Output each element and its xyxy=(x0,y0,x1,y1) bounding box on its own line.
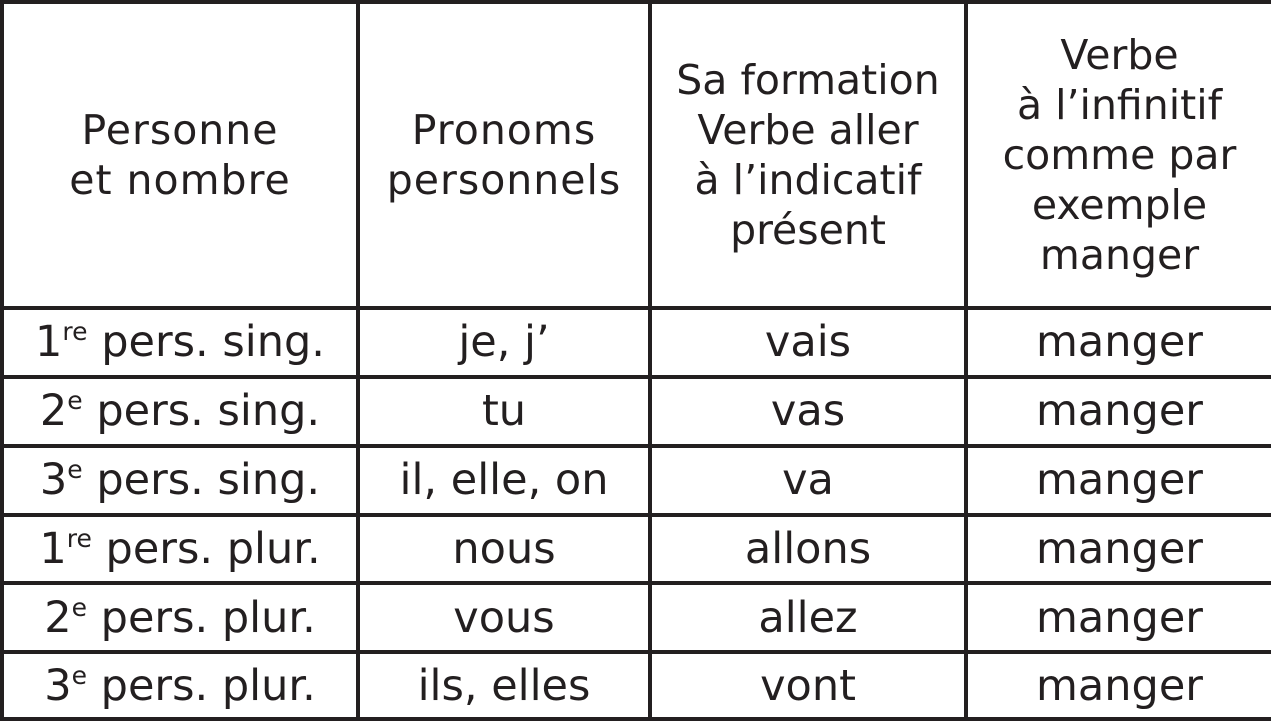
table-row xyxy=(2,446,1271,515)
infinitive-cell: manger xyxy=(966,446,1271,515)
person-label: pers. plur. xyxy=(87,592,316,643)
aller-cell: vont xyxy=(650,652,966,719)
header-personal-pronouns xyxy=(358,2,650,308)
header-line: à l’infinitif xyxy=(1016,81,1223,129)
header-infinitive xyxy=(966,2,1271,308)
infinitive-cell: manger xyxy=(966,515,1271,584)
infinitive-cell: manger xyxy=(966,652,1271,719)
header-line: Verbe aller xyxy=(697,106,919,154)
aller-cell: allez xyxy=(650,583,966,652)
table-row xyxy=(2,308,1271,377)
pronoun-cell: nous xyxy=(358,515,650,584)
infinitive-cell: manger xyxy=(966,377,1271,446)
pronoun-cell: il, elle, on xyxy=(358,446,650,515)
table-row xyxy=(2,377,1271,446)
header-line: Sa formation xyxy=(676,56,940,104)
infinitive-cell: manger xyxy=(966,308,1271,377)
header-line: Pronoms xyxy=(411,106,597,154)
person-ordinal-suffix: e xyxy=(67,455,83,485)
person-label: pers. plur. xyxy=(91,523,321,574)
header-line: et nombre xyxy=(69,156,291,204)
person-cell xyxy=(2,515,358,584)
person-ordinal-suffix: re xyxy=(66,523,92,553)
header-person-number xyxy=(2,2,358,308)
person-cell xyxy=(2,652,358,719)
header-line: personnels xyxy=(386,156,622,204)
pronoun-cell: ils, elles xyxy=(358,652,650,719)
header-line: exemple xyxy=(1031,181,1208,229)
person-number: 3 xyxy=(44,660,72,711)
header-line: Personne xyxy=(81,106,279,154)
header-row xyxy=(2,2,1271,308)
aller-cell: va xyxy=(650,446,966,515)
person-cell xyxy=(2,446,358,515)
person-number: 2 xyxy=(44,592,72,643)
person-number: 2 xyxy=(39,386,68,437)
person-cell xyxy=(2,583,358,652)
person-number: 1 xyxy=(35,317,63,368)
aller-cell: vas xyxy=(650,377,966,446)
person-label: pers. plur. xyxy=(87,660,316,711)
person-label: pers. sing. xyxy=(82,455,321,506)
person-number: 3 xyxy=(39,455,68,506)
person-label: pers. sing. xyxy=(87,317,325,368)
header-line: présent xyxy=(730,206,886,254)
infinitive-cell: manger xyxy=(966,583,1271,652)
aller-cell: vais xyxy=(650,308,966,377)
header-formation xyxy=(650,2,966,308)
table-row xyxy=(2,652,1271,719)
table-row xyxy=(2,583,1271,652)
pronoun-cell: tu xyxy=(358,377,650,446)
header-line: Verbe xyxy=(1060,31,1179,79)
person-ordinal-suffix: e xyxy=(71,592,87,622)
aller-cell: allons xyxy=(650,515,966,584)
person-ordinal-suffix: re xyxy=(62,317,88,347)
header-line: à l’indicatif xyxy=(694,156,922,204)
person-cell xyxy=(2,308,358,377)
person-ordinal-suffix: e xyxy=(67,386,83,416)
pronoun-cell: je, j’ xyxy=(358,308,650,377)
person-number: 1 xyxy=(39,523,67,574)
table-row xyxy=(2,515,1271,584)
header-line: manger xyxy=(1039,231,1200,279)
person-cell xyxy=(2,377,358,446)
pronoun-cell: vous xyxy=(358,583,650,652)
person-label: pers. sing. xyxy=(82,386,321,437)
header-line: comme par xyxy=(1002,131,1237,179)
person-ordinal-suffix: e xyxy=(71,660,87,690)
